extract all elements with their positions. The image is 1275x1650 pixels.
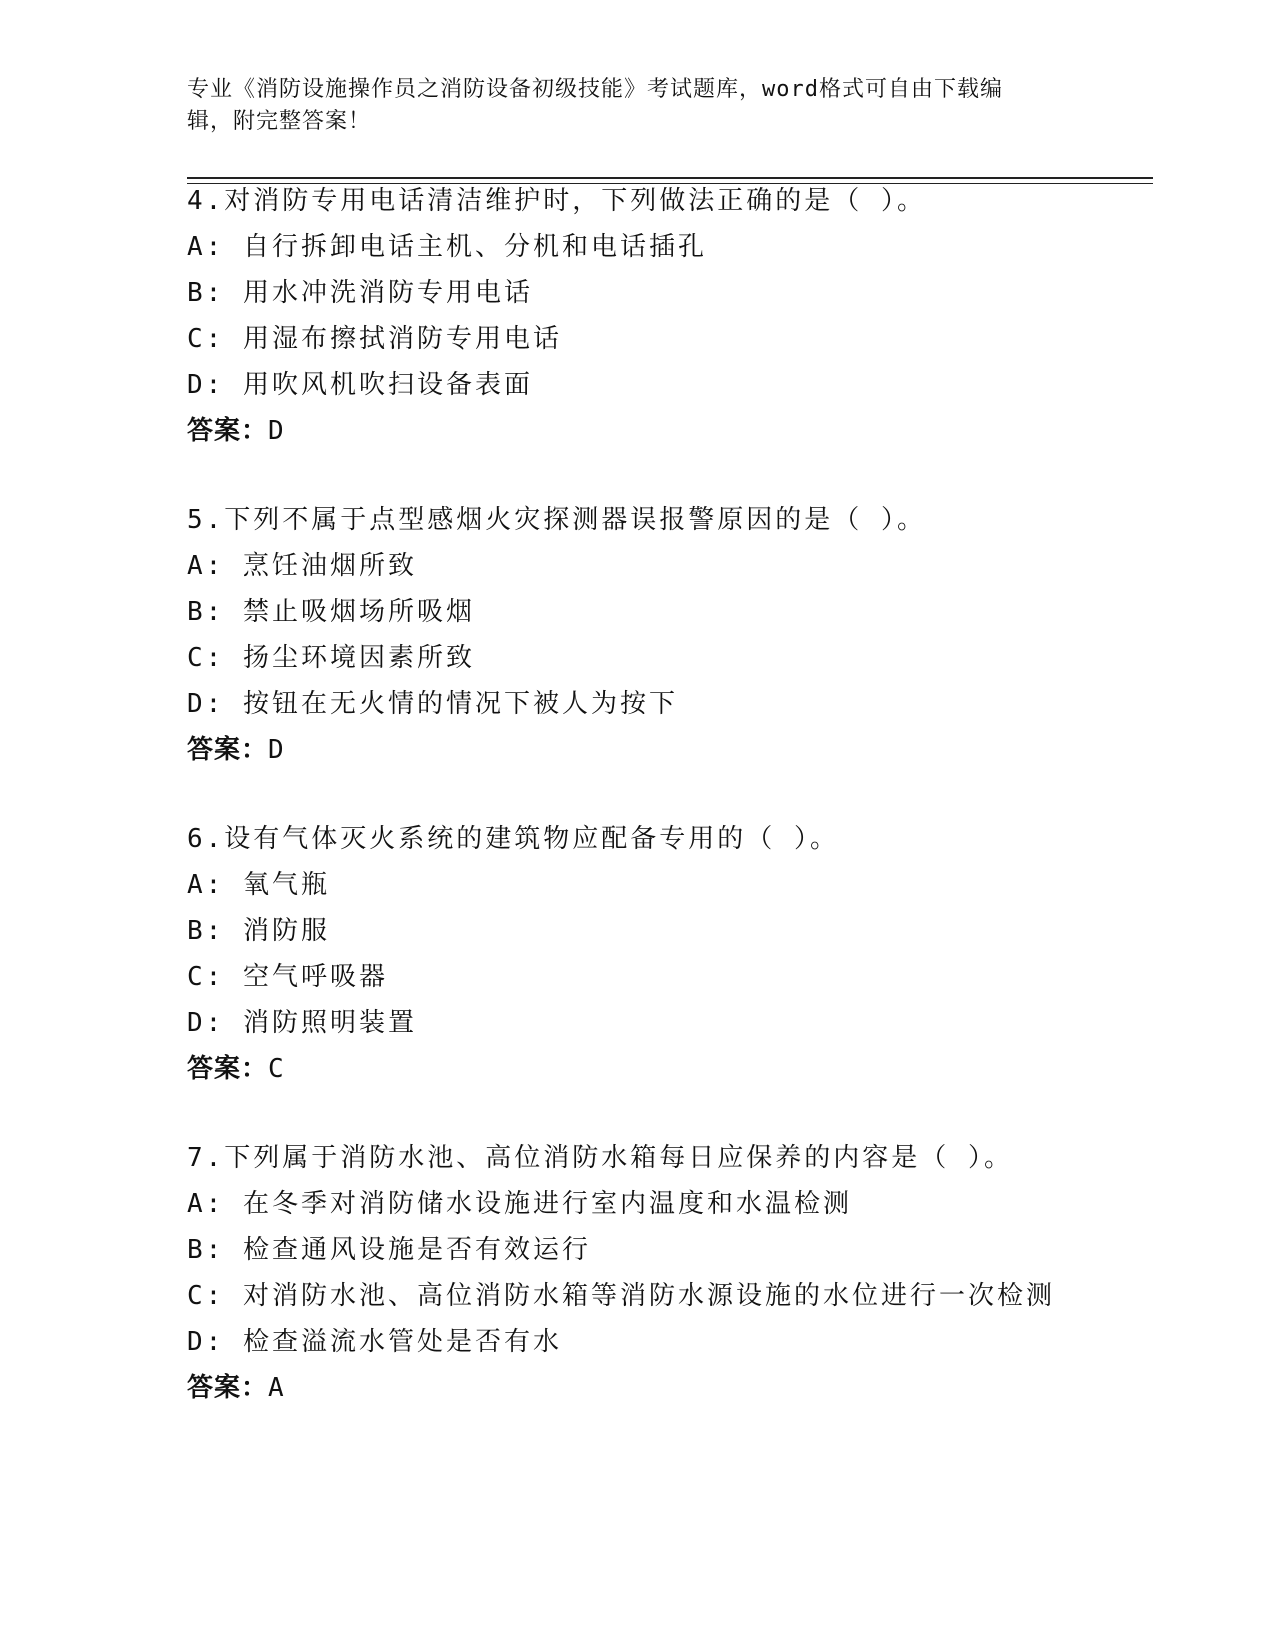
answer-label: 答案： (187, 735, 269, 765)
option-c: C: 对消防水池、高位消防水箱等消防水源设施的水位进行一次检测 (187, 1281, 1055, 1311)
option-a: A: 氧气瓶 (187, 870, 330, 900)
question-block (187, 497, 1137, 773)
answer-label: 答案： (187, 1054, 269, 1084)
option-c: C: 空气呼吸器 (187, 962, 388, 992)
option-c: C: 用湿布擦拭消防专用电话 (187, 324, 562, 354)
answer-value: D (268, 735, 285, 765)
option-a: A: 在冬季对消防储水设施进行室内温度和水温检测 (187, 1189, 852, 1219)
option-b: B: 用水冲洗消防专用电话 (187, 278, 533, 308)
question-stem: 7.下列属于消防水池、高位消防水箱每日应保养的内容是（ ）。 (187, 1143, 1013, 1173)
question-stem: 5.下列不属于点型感烟火灾探测器误报警原因的是（ ）。 (187, 505, 926, 535)
header-line-2: 辑，附完整答案！ (187, 109, 372, 134)
answer-line (187, 1365, 1137, 1411)
answer-line (187, 727, 1137, 773)
option-d: D: 检查溢流水管处是否有水 (187, 1327, 562, 1357)
option-d: D: 用吹风机吹扫设备表面 (187, 370, 533, 400)
answer-label: 答案： (187, 1373, 269, 1403)
document-header (187, 74, 1077, 138)
option-a: A: 烹饪油烟所致 (187, 551, 417, 581)
question-block (187, 178, 1137, 454)
answer-value: C (268, 1054, 285, 1084)
option-c: C: 扬尘环境因素所致 (187, 643, 475, 673)
header-line-1: 专业《消防设施操作员之消防设备初级技能》考试题库，word格式可自由下载编 (187, 77, 1003, 102)
question-stem: 6.设有气体灭火系统的建筑物应配备专用的（ ）。 (187, 824, 839, 854)
question-block (187, 816, 1137, 1092)
question-block (187, 1135, 1137, 1411)
option-a: A: 自行拆卸电话主机、分机和电话插孔 (187, 232, 707, 262)
question-stem: 4.对消防专用电话清洁维护时，下列做法正确的是（ ）。 (187, 186, 926, 216)
option-b: B: 检查通风设施是否有效运行 (187, 1235, 591, 1265)
answer-label: 答案： (187, 416, 269, 446)
option-d: D: 按钮在无火情的情况下被人为按下 (187, 689, 678, 719)
answer-value: D (268, 416, 285, 446)
option-d: D: 消防照明装置 (187, 1008, 417, 1038)
answer-line (187, 408, 1137, 454)
option-b: B: 禁止吸烟场所吸烟 (187, 597, 475, 627)
option-b: B: 消防服 (187, 916, 330, 946)
answer-value: A (268, 1373, 285, 1403)
answer-line (187, 1046, 1137, 1092)
